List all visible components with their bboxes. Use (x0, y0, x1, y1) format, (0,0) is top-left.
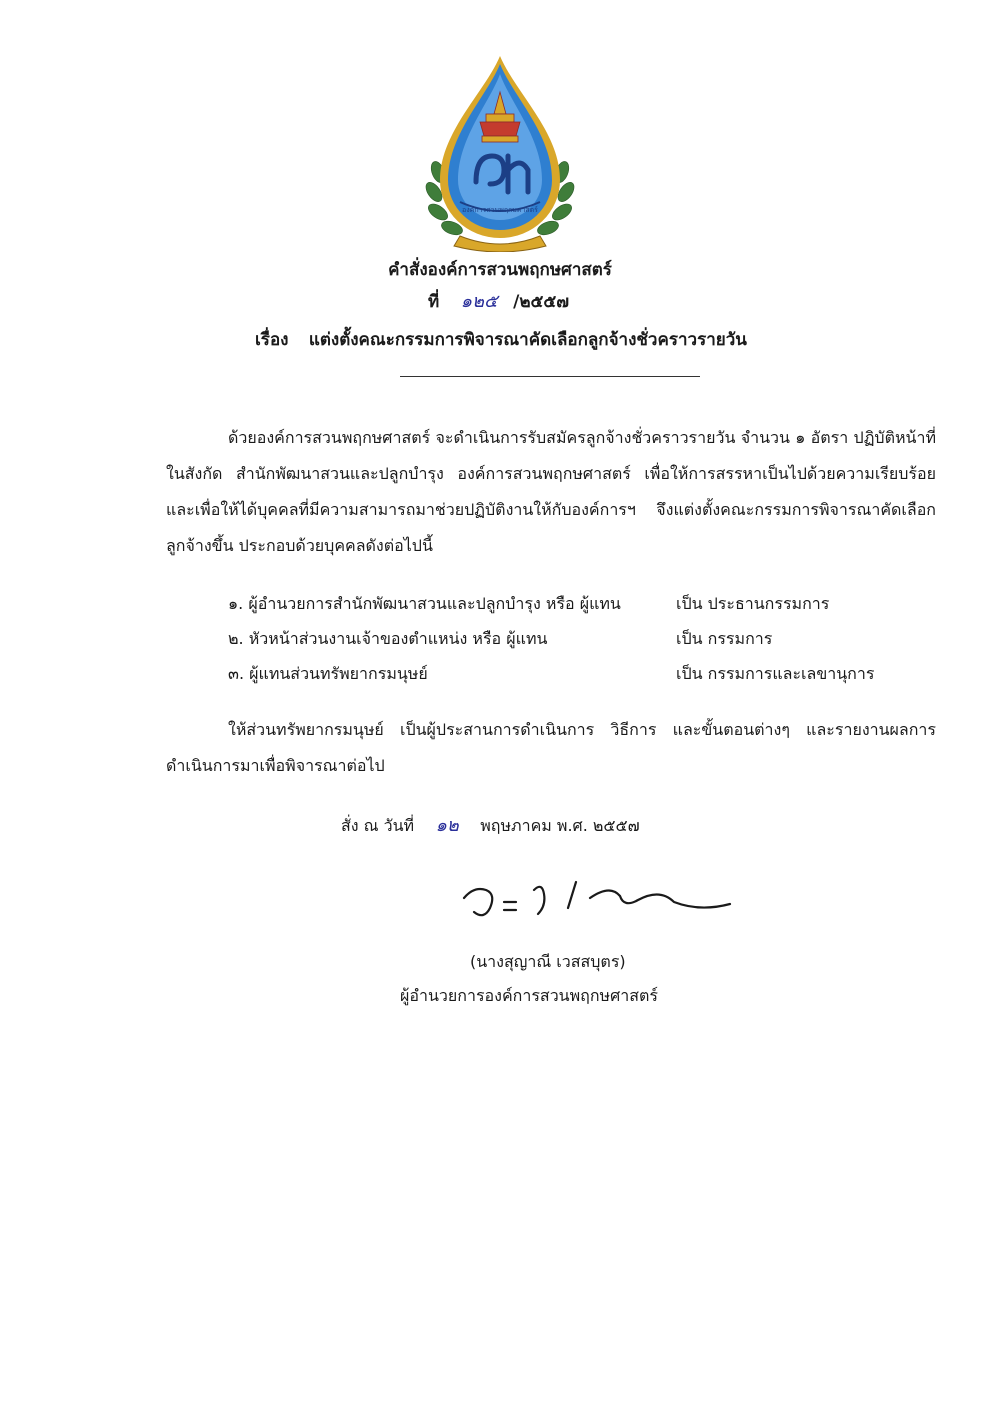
title-divider (400, 376, 700, 377)
emblem-seal-text: องค์การสวนพฤกษศาสตร์ (462, 206, 538, 214)
item-role: เป็น กรรมการ (676, 629, 773, 648)
handwritten-signature-icon (460, 868, 740, 938)
item-number: ๒. (228, 629, 244, 648)
committee-item-1 (228, 592, 830, 617)
committee-item-2 (228, 627, 773, 652)
order-date-line (341, 810, 640, 839)
body-paragraph-2 (166, 712, 936, 784)
number-suffix: /๒๕๕๗ (513, 292, 570, 312)
order-number-line (428, 286, 569, 315)
item-name: ผู้อำนวยการสำนักพัฒนาสวนและปลูกบำรุง หรือ ผู้แทน (248, 594, 621, 613)
body-paragraph-1 (166, 420, 936, 564)
document-title: คำสั่งองค์การสวนพฤกษศาสตร์ (388, 260, 612, 280)
subject-line (255, 326, 747, 353)
item-role: เป็น ประธานกรรมการ (676, 594, 830, 613)
subject-text: แต่งตั้งคณะกรรมการพิจารณาคัดเลือกลูกจ้างชั่วคราวรายวัน (308, 330, 747, 350)
item-name: ผู้แทนส่วนทรัพยากรมนุษย์ (249, 664, 428, 683)
organization-emblem-icon (420, 52, 580, 252)
order-date-rest: พฤษภาคม พ.ศ. ๒๕๕๗ (480, 816, 640, 835)
order-prefix: สั่ง ณ วันที่ (341, 816, 415, 835)
item-number: ๓. (228, 664, 245, 683)
handwritten-day: ๑๒ (435, 815, 459, 836)
subject-label: เรื่อง (255, 330, 289, 350)
committee-item-3 (228, 662, 875, 687)
paragraph-text: ให้ส่วนทรัพยากรมนุษย์ เป็นผู้ประสานการดำเนินการ วิธีการ และขั้นตอนต่างๆ และรายงานผลการดำเนินการมาเพื่อพิจารณาต่อไป (166, 720, 936, 775)
item-number: ๑. (228, 594, 244, 613)
signatory-position: ผู้อำนวยการองค์การสวนพฤกษศาสตร์ (400, 986, 658, 1005)
item-name: หัวหน้าส่วนงานเจ้าของตำแหน่ง หรือ ผู้แทน (248, 629, 548, 648)
signatory-name: (นางสุญาณี เวสสบุตร) (470, 952, 626, 971)
item-role: เป็น กรรมการและเลขานุการ (676, 664, 875, 683)
paragraph-text: ด้วยองค์การสวนพฤกษศาสตร์ จะดำเนินการรับสมัครลูกจ้างชั่วคราวรายวัน จำนวน ๑ อัตรา ปฏิบัติหน้าที่ในสังกัด สำนักพัฒนาสวนและปลูกบำรุง องค์การสวนพฤกษศาสตร์ เพื่อให้การสรรหาเป็นไปด้วยความเรียบร้อย และเพื่อให้ได้บุคคลที่มีความสามารถมาช่วยปฏิบัติงานให้กับองค์การฯ จึงแต่งตั้งคณะกรรมการพิจารณาคัดเลือกลูกจ้างขึ้น ประกอบด้วยบุคคลดังต่อไปนี้ (166, 428, 936, 555)
number-prefix: ที่ (428, 292, 440, 312)
handwritten-order-number: ๑๒๕ (460, 291, 498, 312)
